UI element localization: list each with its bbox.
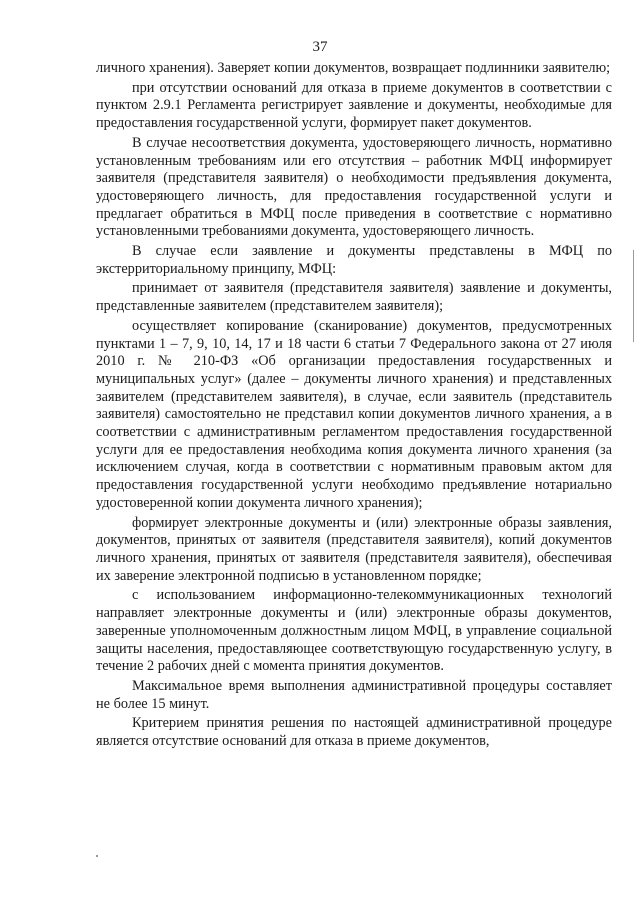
paragraph-accepts: принимает от заявителя (представителя заявителя) заявление и документы, представленные заявителем (представителем заявителя);	[96, 280, 612, 315]
paragraph-identity-mismatch: В случае несоответствия документа, удостоверяющего личность, нормативно установленным требованиям или его отсутствия – работник МФЦ информирует заявителя (представителя заявителя) о необходимости предъявления документа, удостоверяющего личность, для предоставления государственной услуги и предлагает обратиться в МФЦ после приведения в соответствие с нормативно установленными требованиями документа, удостоверяющего личность.	[96, 134, 612, 240]
page-number: 37	[312, 39, 328, 55]
paragraph-extraterritorial: В случае если заявление и документы представлены в МФЦ по экстерриториальному принципу, МФЦ:	[96, 243, 612, 277]
paragraph-continuation: личного хранения). Заверяет копии документов, возвращает подлинники заявителю;	[96, 60, 611, 76]
paragraph-registration: при отсутствии оснований для отказа в приеме документов в соответствии с пунктом 2.9.1 Регламента регистрирует заявление и документы, необходимые для предоставления государственной услуги, формирует пакет документов.	[96, 79, 612, 132]
document-body	[96, 60, 612, 751]
paragraph-criterion: Критерием принятия решения по настоящей административной процедуре является отсутствие оснований для отказа в приеме документов,	[96, 715, 612, 750]
paragraph-max-time: Максимальное время выполнения административной процедуры составляет не более 15 минут.	[96, 677, 612, 712]
scan-speck	[96, 855, 98, 857]
paragraph-copying: осуществляет копирование (сканирование) документов, предусмотренных пунктами 1 – 7, 9, 10, 14, 17 и 18 части 6 статьи 7 Федерального закона от 27 июля 2010 г. № 210-ФЗ «Об организации предоставления государственных и муниципальных услуг» (далее – документы личного хранения) и представленных заявителем (представителем заявителя), в случае, если заявитель (представитель заявителя) самостоятельно не представил копии документов личного хранения, а в соответствии с административным регламентом предоставления государственной услуги для ее предоставления необходима копия документа личного хранения (за исключением случая, когда в соответствии с нормативным правовым актом для предоставления государственной услуги необходимо предъявление нотариально удостоверенной копии документа личного хранения);	[96, 317, 612, 511]
paragraph-electronic-docs: формирует электронные документы и (или) электронные образы заявления, документов, принятых от заявителя (представителя заявителя), копий документов личного хранения, принятых от заявителя (представителя заявителя), обеспечивая их заверение электронной подписью в установленном порядке;	[96, 514, 612, 584]
paragraph-sends: с использованием информационно-телекоммуникационных технологий направляет электронные документы и (или) электронные образы документов, заверенные уполномоченным должностным лицом МФЦ, в управление социальной защиты населения, предоставляющее соответствующую государственную услугу, в течение 2 рабочих дней с момента принятия документов.	[96, 587, 612, 675]
scan-margin-mark	[633, 250, 634, 342]
